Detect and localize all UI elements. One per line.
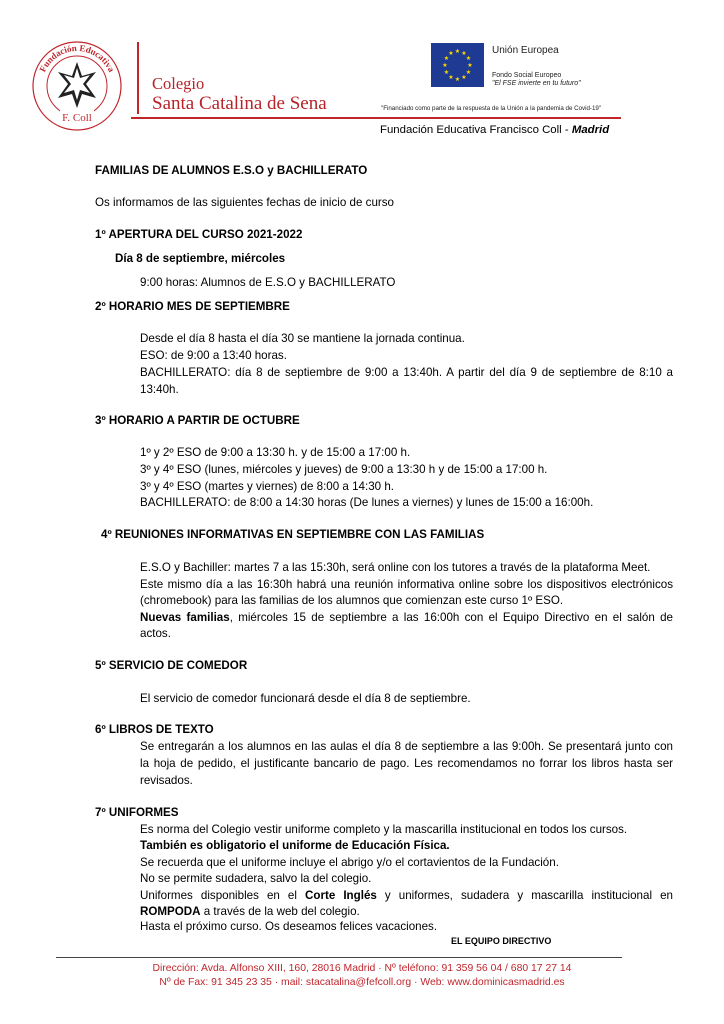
section-7-line: También es obligatorio el uniforme de Educación Física. [140,839,450,852]
school-name [152,74,327,114]
section-4-line: Este mismo día a las 16:30h habrá una reunión informativa online sobre los dispositivos electrónicos [140,578,673,591]
svg-text:★: ★ [461,50,467,57]
section-4-title: 4º REUNIONES INFORMATIVAS EN SEPTIEMBRE CON LAS FAMILIAS [101,528,485,541]
foundation-city: Madrid [571,124,610,136]
logo-arc-text: Fundación Educativa [37,42,117,74]
eu-slogan: "El FSE invierte en tu futuro" [492,80,581,87]
section-7-line: No se permite sudadera, salvo la del colegio. [140,872,372,885]
svg-text:★: ★ [442,62,448,69]
section-5-title: 5º SERVICIO DE COMEDOR [95,659,248,672]
section-2-line: 13:40h. [140,383,179,396]
svg-text:★: ★ [448,50,454,57]
eu-title: Unión Europea [492,45,559,56]
section-6-line: Se entregarán a los alumnos en las aulas el día 8 de septiembre a las 9:00h. Se presentará junto con [140,740,673,753]
svg-text:★: ★ [454,48,461,55]
section-3-line: BACHILLERATO: de 8:00 a 14:30 horas (De lunes a viernes) y lunes de 15:00 a 16:00h. [140,496,594,509]
svg-text:★: ★ [454,76,461,83]
section-2-title: 2º HORARIO MES DE SEPTIEMBRE [95,300,290,313]
signature: EL EQUIPO DIRECTIVO [451,936,552,946]
funding-note: "Financiado como parte de la respuesta de la Unión a la pandemia de Covid-19" [381,105,602,112]
footer-divider [56,957,622,958]
svg-text:★: ★ [448,74,454,81]
svg-text:★: ★ [465,69,472,76]
section-4-line: actos. [140,627,171,640]
school-logo [30,40,125,132]
section-5-line: El servicio de comedor funcionará desde el día 8 de septiembre. [140,692,471,705]
section-7-line: Uniformes disponibles en el Corte Inglés y uniformes, sudadera y mascarilla institucional en [140,889,673,902]
section-4-line: (chromebook) para las familias de los alumnos que comienzan este curso 1º ESO. [140,594,564,607]
svg-text:★: ★ [467,62,473,69]
letter-intro: Os informamos de las siguientes fechas de inicio de curso [95,196,395,209]
section-6-line: revisados. [140,774,193,787]
svg-text:★: ★ [465,55,472,62]
section-7-line: ROMPODA a través de la web del colegio. [140,905,360,918]
eu-flag-icon [431,43,484,87]
footer-contact: Nº de Fax: 91 345 23 35 · mail: stacatalina@fefcoll.org · Web: www.dominicasmadrid.es [159,977,565,988]
foundation-name: Fundación Educativa Francisco Coll - Madrid [380,124,610,136]
school-name-line2: Santa Catalina de Sena [152,93,327,114]
section-1-date: Día 8 de septiembre, miércoles [115,252,286,265]
section-3-line: 3º y 4º ESO (martes y viernes) de 8:00 a 14:30 h. [140,480,394,493]
section-7-line: Se recuerda que el uniforme incluye el abrigo y/o el cortavientos de la Fundación. [140,856,559,869]
section-3-title: 3º HORARIO A PARTIR DE OCTUBRE [95,414,300,427]
section-2-line: Desde el día 8 hasta el día 30 se mantiene la jornada continua. [140,332,465,345]
school-name-line1: Colegio [152,74,205,93]
svg-text:★: ★ [461,74,467,81]
header-divider-horizontal [131,117,621,119]
section-6-title: 6º LIBROS DE TEXTO [95,723,214,736]
logo-bottom-text: F. Coll [62,112,92,124]
section-3-line: 3º y 4º ESO (lunes, miércoles y jueves) de 9:00 a 13:30 h y de 15:00 a 17:00 h. [140,463,548,476]
section-6-line: la hoja de pedido, el justificante bancario de pago. Les recomendamos no forrar los libros hasta ser [140,757,673,770]
section-7-line: Es norma del Colegio vestir uniforme completo y la mascarilla institucional en todos los cursos. [140,823,628,836]
letter-heading: FAMILIAS DE ALUMNOS E.S.O y BACHILLERATO [95,164,368,177]
svg-text:★: ★ [443,69,450,76]
section-3-line: 1º y 2º ESO de 9:00 a 13:30 h. y de 15:00 a 17:00 h. [140,446,411,459]
section-7-line: Hasta el próximo curso. Os deseamos felices vacaciones. [140,920,438,933]
section-1-title: 1º APERTURA DEL CURSO 2021-2022 [95,228,303,241]
header-divider-vertical [137,42,139,114]
eu-subtitle: Fondo Social Europeo [492,72,562,79]
svg-text:★: ★ [443,55,450,62]
section-4-line: Nuevas familias, miércoles 15 de septiembre a las 16:00h con el Equipo Directivo en el salón de [140,611,673,624]
section-2-line: ESO: de 9:00 a 13:40 horas. [140,349,287,362]
school-seal-icon [30,40,125,132]
section-4-line: E.S.O y Bachiller: martes 7 a las 15:30h, será online con los tutores a través de la plataforma Meet. [140,561,651,574]
section-7-title: 7º UNIFORMES [95,806,179,819]
eu-flag [431,43,484,87]
footer-address: Dirección: Avda. Alfonso XIII, 160, 28016 Madrid · Nº teléfono: 91 359 56 04 / 680 17 27 14 [152,963,572,974]
section-1-text: 9:00 horas: Alumnos de E.S.O y BACHILLERATO [140,276,396,289]
section-2-line: BACHILLERATO: día 8 de septiembre de 9:00 a 13:40h. A partir del día 9 de septiembre de 8:10 a [140,366,673,379]
